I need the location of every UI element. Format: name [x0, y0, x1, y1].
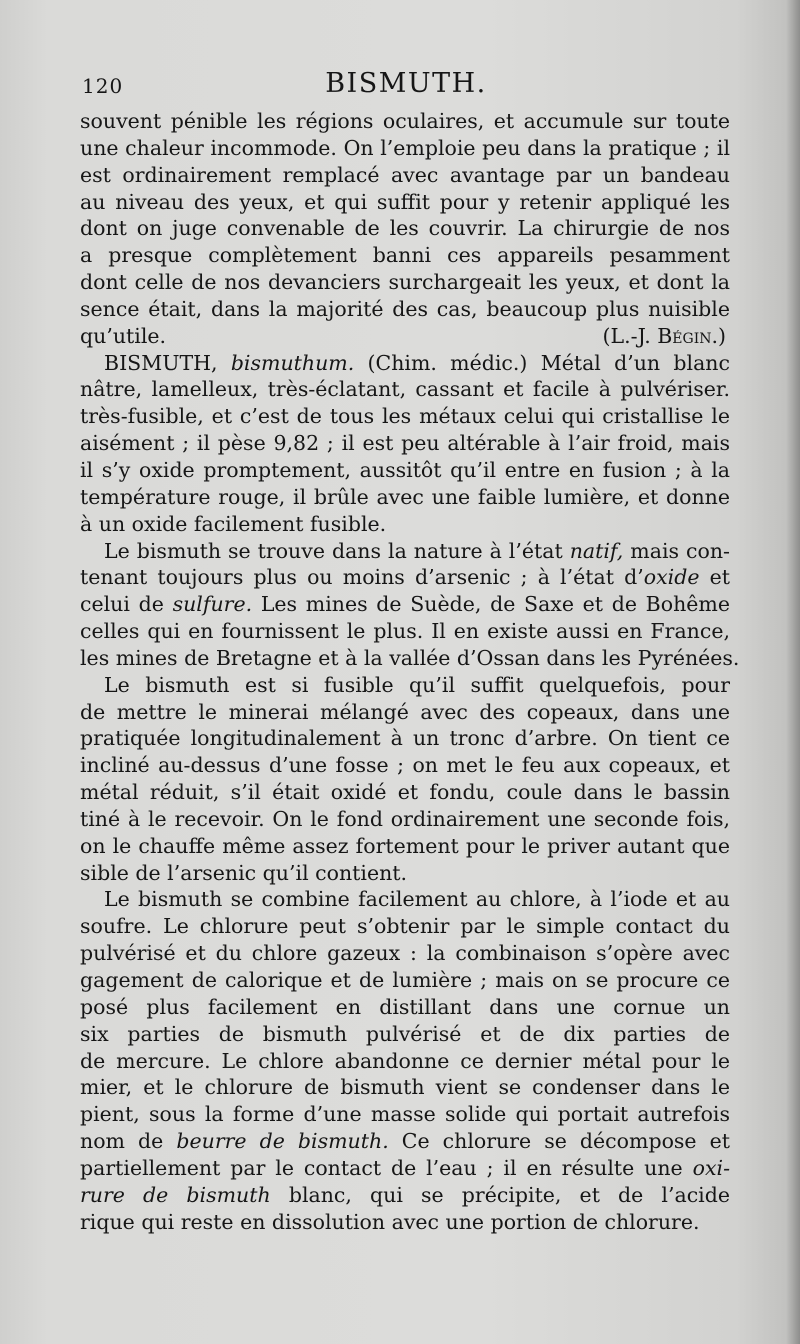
- text-line: est ordinairement remplacé avec avantage par un bandeau: [80, 162, 730, 187]
- entry-term: BISMUTH: [104, 350, 212, 375]
- text-line: [80, 591, 730, 618]
- text-line: très-fusible, et c’est de tous les métaux celui qui cristallise le: [80, 404, 730, 429]
- text-line: on le chauffe même assez fortement pour le priver autant que: [80, 833, 730, 858]
- text-fragment: Les mines de Suède, de Saxe et de Bohême: [260, 592, 730, 617]
- text-line: [80, 564, 730, 591]
- text-line: de mercure. Le chlore abandonne ce dernier métal pour le: [80, 1048, 730, 1073]
- text-fragment: tenant toujours plus ou moins d’arsenic ; à l’état d’: [80, 565, 644, 590]
- text-line: de mettre le minerai mélangé avec des copeaux, dans une: [80, 699, 730, 724]
- signature-line: [80, 323, 730, 350]
- entry-head-line: BISMUTH, bismuthum. (Chim. médic.) Métal d’un blanc: [80, 350, 730, 377]
- text-fragment: Ce chlorure se décompose et: [401, 1129, 730, 1154]
- text-line: [80, 1128, 730, 1155]
- text-line: sible de l’arsenic qu’il contient.: [80, 860, 408, 885]
- text-line: six parties de bismuth pulvérisé et de dix parties de: [80, 1021, 730, 1046]
- page-header: [82, 68, 730, 104]
- text-fragment: mais con-: [630, 538, 730, 563]
- text-fragment: nom de: [80, 1129, 164, 1154]
- text-line: pulvérisé et du chlore gazeux : la combinaison s’opère avec: [80, 941, 730, 966]
- text-line: [80, 1182, 730, 1209]
- text-line: celles qui en fournissent le plus. Il en existe aussi en France,: [80, 619, 730, 644]
- text-line: pient, sous la forme d’une masse solide qui portait autrefois: [80, 1102, 730, 1127]
- italic-term: rure de bismuth: [80, 1182, 271, 1207]
- text-line: Le bismuth est si fusible qu’il suffit quelquefois, pour: [104, 672, 730, 697]
- text-line: une chaleur incommode. On l’emploie peu dans la pratique ; il: [80, 135, 730, 160]
- text-line: souvent pénible les régions oculaires, et accumule sur toute: [80, 109, 730, 133]
- text-fragment: qu’utile.: [80, 323, 167, 348]
- italic-term: natif,: [569, 538, 624, 563]
- text-line: dont celle de nos devanciers surchargeait les yeux, et dont la: [80, 270, 730, 295]
- page-edge-shadow: [786, 0, 800, 1344]
- text-line: température rouge, il brûle avec une faible lumière, et donne: [80, 484, 730, 509]
- text-line: tiné à le recevoir. On le fond ordinairement une seconde fois,: [80, 806, 730, 831]
- text-fragment: celui de: [80, 592, 164, 617]
- italic-term: oxi-: [692, 1155, 730, 1180]
- text-line: à un oxide facilement fusible.: [80, 511, 387, 536]
- text-fragment: Métal d’un blanc: [540, 350, 730, 375]
- text-line: au niveau des yeux, et qui suffit pour y retenir appliqué les: [80, 189, 730, 214]
- text-line: sence était, dans la majorité des cas, beaucoup plus nuisible: [80, 296, 730, 321]
- text-line: rique qui reste en dissolution avec une portion de chlorure.: [80, 1209, 700, 1234]
- domain-label: (Chim. médic.): [367, 350, 528, 375]
- text-line: métal réduit, s’il était oxidé et fondu, coule dans le bassin: [80, 780, 730, 805]
- text-line: pratiquée longitudinalement à un tronc d’arbre. On tient ce: [80, 726, 730, 751]
- text-fragment: et: [709, 565, 730, 590]
- text-line: mier, et le chlorure de bismuth vient se condenser dans le: [80, 1075, 730, 1100]
- text-fragment: partiellement par le contact de l’eau ; il en résulte une: [80, 1155, 683, 1180]
- text-line: Le bismuth se combine facilement au chlore, à l’iode et au: [104, 887, 730, 912]
- text-line: [80, 1155, 730, 1182]
- text-line: il s’y oxide promptement, aussitôt qu’il entre en fusion ; à la: [80, 457, 730, 482]
- text-line: dont on juge convenable de les couvrir. La chirurgie de nos: [80, 216, 730, 241]
- latin-name: bismuthum.: [230, 350, 355, 375]
- text-line: gagement de calorique et de lumière ; mais on se procure ce: [80, 968, 730, 992]
- text-line: les mines de Bretagne et à la vallée d’Ossan dans les Pyrénées.: [80, 645, 740, 670]
- italic-term: oxide: [643, 565, 700, 590]
- text-line: soufre. Le chlorure peut s’obtenir par le simple contact du: [80, 914, 730, 939]
- text-line: incliné au-dessus d’une fosse ; on met le feu aux copeaux, et: [80, 753, 730, 778]
- text-line: posé plus facilement en distillant dans une cornue un: [80, 994, 730, 1019]
- text-line: a presque complètement banni ces appareils pesamment: [80, 243, 730, 268]
- text-fragment: blanc, qui se précipite, et de l’acide: [288, 1182, 730, 1207]
- italic-term: beurre de bismuth.: [176, 1129, 389, 1154]
- body-text: [80, 108, 740, 1235]
- text-line: aisément ; il pèse 9,82 ; il est peu altérable à l’air froid, mais: [80, 431, 730, 456]
- author-signature: (L.-J. Bégin.): [602, 323, 726, 348]
- running-title: BISMUTH.: [325, 68, 487, 99]
- text-line: nâtre, lamelleux, très-éclatant, cassant et facile à pulvériser.: [80, 377, 730, 402]
- text-fragment: Le bismuth se trouve dans la nature à l’état: [104, 538, 563, 563]
- text-line: [80, 538, 730, 565]
- italic-term: sulfure.: [172, 592, 253, 617]
- page-number: 120: [82, 74, 124, 98]
